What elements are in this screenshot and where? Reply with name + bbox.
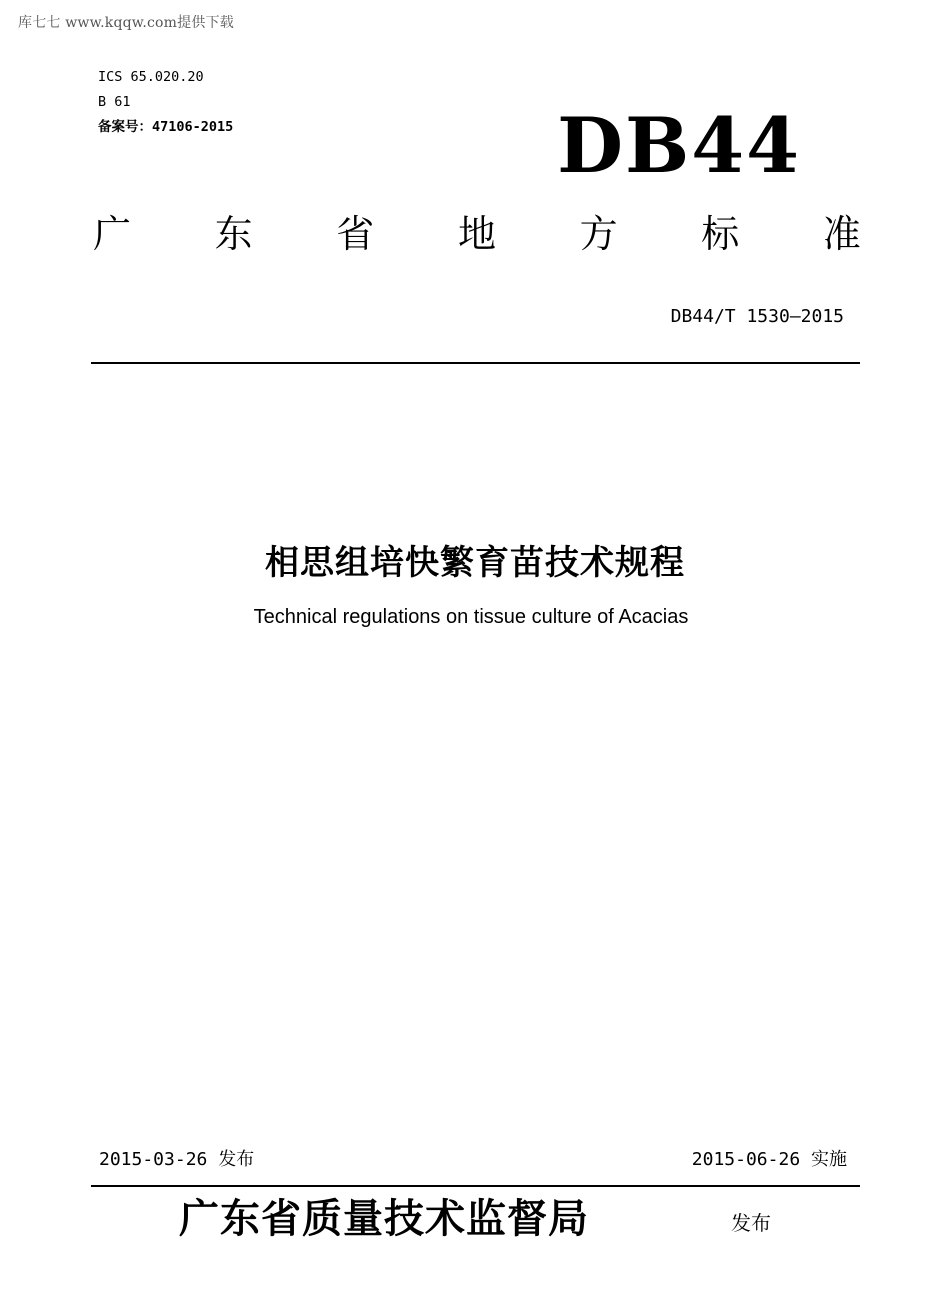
standard-type-char: 地	[457, 212, 496, 256]
top-divider	[91, 362, 860, 364]
issue-date: 2015-03-26 发布	[99, 1149, 255, 1170]
issuing-authority: 广东省质量技术监督局	[179, 1195, 589, 1242]
standard-type-char: 准	[822, 212, 861, 256]
english-title: Technical regulations on tissue culture of Acacias	[253, 606, 689, 628]
standard-type-heading	[92, 212, 862, 256]
bottom-divider	[91, 1185, 860, 1187]
db44-logo: DB44	[557, 101, 801, 190]
issuer-suffix: 发布	[731, 1211, 771, 1235]
standard-type-char: 方	[579, 212, 618, 256]
standard-code: DB44/T 1530—2015	[670, 306, 844, 327]
classification-code: B 61	[98, 94, 131, 110]
standard-type-char: 广	[92, 212, 131, 256]
ics-code: ICS 65.020.20	[98, 69, 204, 85]
record-number: 备案号：47106-2015	[98, 119, 234, 135]
standard-type-char: 标	[701, 212, 740, 256]
standard-type-char: 东	[214, 212, 253, 256]
chinese-title: 相思组培快繁育苗技术规程	[265, 543, 685, 583]
standard-type-char: 省	[336, 212, 375, 256]
download-watermark: 库七七 www.kqqw.com提供下载	[18, 15, 234, 31]
implementation-date: 2015-06-26 实施	[691, 1149, 847, 1170]
